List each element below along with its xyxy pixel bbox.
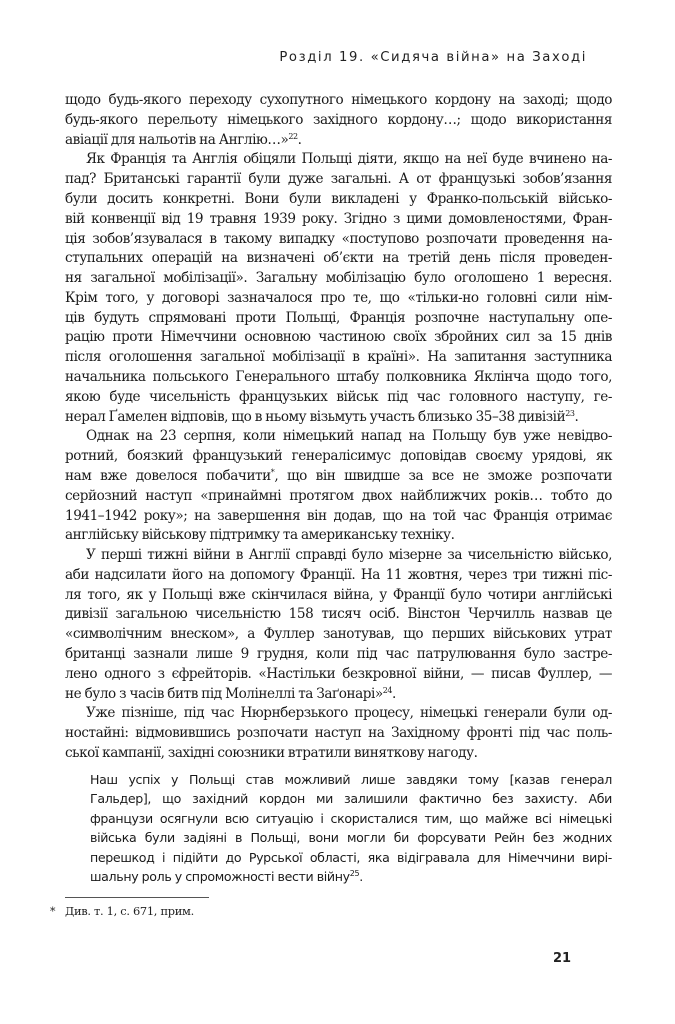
footnote-text: Див. т. 1, с. 671, прим. bbox=[65, 904, 194, 918]
body-line: аби надсилати його на допомогу Франції. На 11 жовтня, через три тижні піс- bbox=[65, 566, 612, 583]
quote-line: Гальдер], що західний кордон ми залишили фактично без захисту. Аби bbox=[90, 791, 612, 807]
footnote-ref[interactable]: 25 bbox=[349, 869, 360, 878]
body-line: ція зобов’язувалася в такому випадку «поступово розпочати проведення на- bbox=[65, 230, 612, 247]
body-line: англійську військову підтримку та американську техніку. bbox=[65, 527, 455, 544]
body-line: якою буде чисельність французьких військ під час головного наступу, ге- bbox=[65, 388, 612, 405]
body-line: лено одного з єфрейторів. «Настільки безкровної війни, — писав Фуллер, — bbox=[65, 665, 612, 682]
body-line: серйозний наступ «принаймні протягом двох найближчих років… тобто до bbox=[65, 487, 612, 504]
body-line: начальника польського Генерального штабу полковника Яклінча щодо того, bbox=[65, 369, 612, 386]
body-line: «символічним внеском», а Фуллер занотував, що перших військових утрат bbox=[65, 626, 612, 643]
footnote-ref[interactable]: 24 bbox=[382, 685, 393, 695]
body-line: Однак на 23 серпня, коли німецький напад на Польщу був уже невідво- bbox=[86, 428, 612, 445]
body-line: Крім того, у договорі зазначалося про те, що «тільки-но головні сили нім- bbox=[65, 289, 612, 306]
footnote-ref-star[interactable]: * bbox=[270, 467, 275, 477]
body-line-text: авіації для нальотів на Англію…» bbox=[65, 131, 289, 148]
footnote-divider bbox=[65, 897, 209, 898]
footnote-ref[interactable]: 22 bbox=[288, 131, 298, 141]
quote-line: війська були задіяні в Польщі, вони могли би форсувати Рейн без жодних bbox=[90, 830, 612, 846]
running-head: Розділ 19. «Сидяча війна» на Заході bbox=[279, 50, 587, 65]
body-line: ротний, боязкий французький генералісимус доповідав своєму урядові, як bbox=[65, 448, 612, 465]
body-line: авіації для нальотів на Англію…»$^{22}$. bbox=[65, 131, 302, 148]
quote-line: французи осягнули всю ситуацію і скористалися тим, що майже всі німецькі bbox=[90, 810, 612, 826]
footnote-mark: * bbox=[50, 905, 56, 918]
body-line: ської кампанії, західні союзники втратили виняткову нагоду. bbox=[65, 745, 478, 761]
body-line: ступальних операцій на визначені об’єкти на третій день після проведен- bbox=[65, 250, 612, 267]
body-line bbox=[65, 466, 612, 487]
quote-line: шальну роль у спроможності вести війну$^{25}$. bbox=[90, 869, 363, 884]
body-line: ля того, як у Польщі вже скінчилася війна, у Франції було чотири англійські bbox=[65, 586, 612, 603]
body-line: Як Франція та Англія обіцяли Польщі діяти, якщо на неї буде вчинено на- bbox=[86, 151, 612, 168]
body-line: нерал Ґамелен відповів, що в ньому візьмуть участь близько 35–38 дивізій$^{23}$. bbox=[65, 408, 579, 425]
body-line: вій конвенції від 19 травня 1939 року. Згідно з цими домовленостями, Фран- bbox=[65, 210, 612, 227]
body-line-text: нерал Ґамелен відповів, що в ньому візьмуть участь близько 35–38 дивізій bbox=[65, 408, 566, 425]
page-number: 21 bbox=[553, 951, 572, 966]
body-line: дивізії загальною чисельністю 158 тисяч осіб. Вінстон Черчилль назвав це bbox=[65, 606, 612, 623]
body-line: Уже пізніше, під час Нюрнберзького процесу, німецькі генерали були од- bbox=[86, 705, 612, 722]
quote-line-text: шальну роль у спроможності вести війну bbox=[90, 869, 350, 884]
body-line: пад? Британські гарантії були дуже загальні. А от французькі зобов’язання bbox=[65, 171, 612, 188]
body-line: ня загальної мобілізації». Загальну мобілізацію було оголошено 1 вересня. bbox=[65, 270, 612, 287]
quote-line: Наш успіх у Польщі став можливий лише завдяки тому [казав генерал bbox=[90, 772, 612, 787]
body-line-text: , що він швидше за все не зможе розпочати bbox=[274, 467, 613, 484]
footnote-ref[interactable]: 23 bbox=[565, 408, 575, 418]
body-line: не було з часів битв під Молінеллі та Заґонарі»$^{24}$. bbox=[65, 685, 396, 702]
body-line: щодо будь-якого переходу сухопутного німецького кордону на заході; щодо bbox=[65, 92, 612, 108]
quote-line: перешкод і підійти до Рурської області, яка відігравала для Німеччини вирі- bbox=[90, 849, 612, 865]
body-line: У перші тижні війни в Англії справді було мізерне за чисельністю військо, bbox=[86, 547, 612, 564]
body-line: ностайні: відмовившись розпочати наступ на Західному фронті під час поль- bbox=[65, 725, 612, 742]
body-line: будь-якого перельоту німецького західного кордону…; щодо використання bbox=[65, 111, 612, 128]
body-line: ців будуть спрямовані проти Польщі, Франція розпочне наступальну опе- bbox=[65, 309, 612, 326]
body-line: британці зазнали лише 9 грудня, коли під час патрулювання було застре- bbox=[65, 646, 612, 663]
body-line: рацію проти Німеччини основною частиною своїх збройних сил за 15 днів bbox=[65, 329, 612, 346]
body-line: були досить конкретні. Вони були викладені у Франко-польській військо- bbox=[65, 190, 612, 207]
body-line-text: не було з часів битв під Молінеллі та Заґонарі» bbox=[65, 685, 383, 702]
body-line: після оголошення загальної мобілізації в країні». На запитання заступника bbox=[65, 349, 612, 366]
body-line: 1941–1942 року»; на завершення він додав, що на той час Франція отримає bbox=[65, 507, 612, 524]
body-line-text: нам вже довелося побачити bbox=[65, 467, 271, 484]
